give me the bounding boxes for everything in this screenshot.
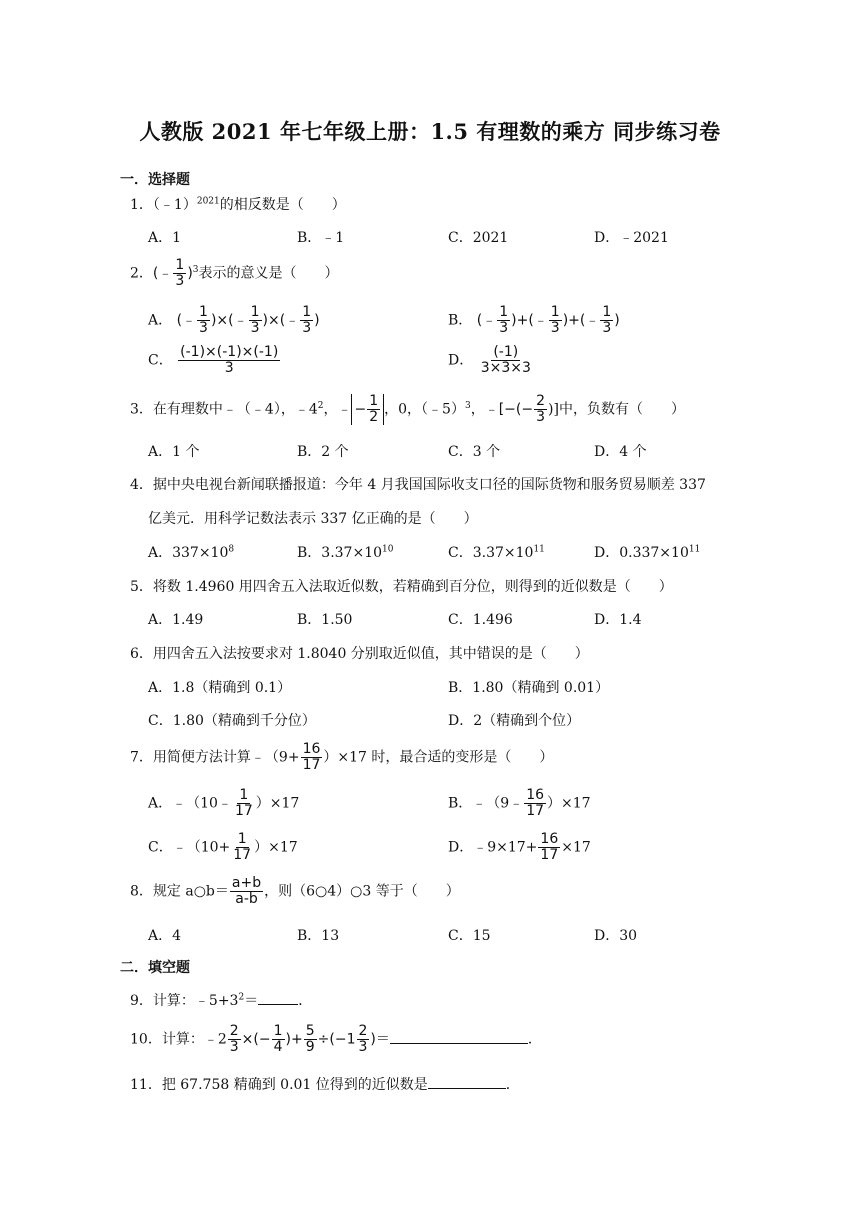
answer-blank [390, 1043, 528, 1044]
q4-option-b: B．$3.37\times 10^{10}$ [297, 544, 394, 561]
answer-blank [428, 1088, 506, 1089]
fraction: $\frac{1}{3}$ [175, 257, 185, 289]
question-6: 6．用四舍五入法按要求对 1.8040 分别取近似值，其中错误的是（ ） [130, 646, 589, 662]
q3-option-b: B．2 个 [297, 444, 349, 460]
q3-option-a: A．1 个 [148, 444, 200, 460]
q8-option-d: D．30 [594, 928, 638, 944]
question-1: 1．（﹣1）$^{2021}$的相反数是（ ） [130, 196, 346, 213]
q5-option-a: A．1.49 [148, 612, 204, 628]
question-7: 7．用简便方法计算﹣（9+ $\frac{16}{17}$ ）×17 时，最合适的变形是（ ） [130, 741, 554, 773]
q3-option-c: C．3 个 [448, 444, 501, 460]
absolute-value: − $\frac{1}{2}$ [351, 394, 384, 425]
q2-option-a: A． (﹣ $\frac{1}{3}$ )×(﹣ $\frac{1}{3}$ )×(﹣ $\frac{1}{3}$ ) [148, 304, 320, 336]
q4-option-a: A．$337\times 10^8$ [148, 544, 235, 561]
q8-option-c: C．15 [448, 928, 491, 944]
q5-option-d: D．1.4 [594, 612, 642, 628]
q2-option-b: B． (﹣ $\frac{1}{3}$ )+(﹣ $\frac{1}{3}$ )+(﹣ $\frac{1}{3}$ ) [448, 304, 620, 336]
answer-blank [258, 1004, 298, 1005]
q6-option-d: D．2（精确到个位） [448, 713, 581, 729]
q8-option-b: B．13 [297, 928, 340, 944]
page-title: 人教版 2021 年七年级上册：1.5 有理数的乘方 同步练习卷 [139, 119, 721, 144]
q7-option-b: B．﹣（9﹣ $\frac{16}{17}$ ）×17 [448, 787, 591, 819]
q2-option-c: C． $\frac{(-1)\times(-1)\times(-1)}{3}$ [148, 344, 279, 376]
q3-option-d: D．4 个 [594, 444, 647, 460]
q1-option-c: C．2021 [448, 230, 509, 246]
q1-option-a: A．1 [148, 230, 182, 246]
section-heading-fill: 二．填空题 [120, 960, 190, 976]
question-2: 2．(﹣ $\frac{1}{3}$ )$^3$表示的意义是（ ） [130, 257, 339, 289]
q5-option-c: C．1.496 [448, 612, 513, 628]
q8-option-a: A．4 [148, 928, 182, 944]
question-4-line-1: 4．据中央电视台新闻联播报道：今年 4 月我国国际收支口径的国际货物和服务贸易顺差 337 [130, 477, 706, 493]
question-11: 11．把 67.758 精确到 0.01 位得到的近似数是 ． [130, 1077, 520, 1093]
q6-option-c: C．1.80（精确到千分位） [148, 713, 316, 729]
q7-option-c: C．﹣（10+ $\frac{1}{17}$ ）×17 [148, 831, 298, 863]
q2-option-d: D． $\frac{(-1)}{3\times 3\times 3}$ [448, 344, 531, 376]
question-9: 9．计算：$﹣5+3^2=$ ． [130, 992, 313, 1009]
section-heading-choice: 一．选择题 [120, 172, 190, 188]
q1-option-d: D．﹣2021 [594, 230, 669, 246]
question-10: 10．计算：﹣2 $\frac{2}{3}$ ×(− $\frac{1}{4}$ )+ $\frac{5}{9}$ ÷(−1 $\frac{2}{3}$ )＝ ． [130, 1023, 542, 1055]
question-5: 5．将数 1.4960 用四舍五入法取近似数，若精确到百分位，则得到的近似数是（ ） [130, 579, 673, 595]
q4-option-d: D．$0.337\times 10^{11}$ [594, 544, 701, 561]
q1-option-b: B．﹣1 [297, 230, 345, 246]
question-3: 3．在有理数中﹣（﹣4），$﹣4^2$，﹣ − $\frac{1}{2}$ ，0，（﹣5）$^3$，﹣[−(− $\frac{2}{3}$ )]中，负数有（ ） [130, 393, 685, 425]
q7-option-a: A．﹣（10﹣ $\frac{1}{17}$ ）×17 [148, 787, 300, 819]
question-8: 8．规定 a○b＝ $\frac{a+b}{a-b}$ ，则（6○4）○3 等于（ ） [130, 875, 460, 907]
question-4-line-2: 亿美元．用科学记数法表示 337 亿正确的是（ ） [148, 511, 478, 527]
q4-option-c: C．$3.37\times 10^{11}$ [448, 544, 545, 561]
q5-option-b: B．1.50 [297, 612, 353, 628]
q6-option-a: A．1.8（精确到 0.1） [148, 680, 292, 696]
q6-option-b: B．1.80（精确到 0.01） [448, 680, 610, 696]
q7-option-d: D．﹣9×17+ $\frac{16}{17}$ ×17 [448, 831, 591, 863]
